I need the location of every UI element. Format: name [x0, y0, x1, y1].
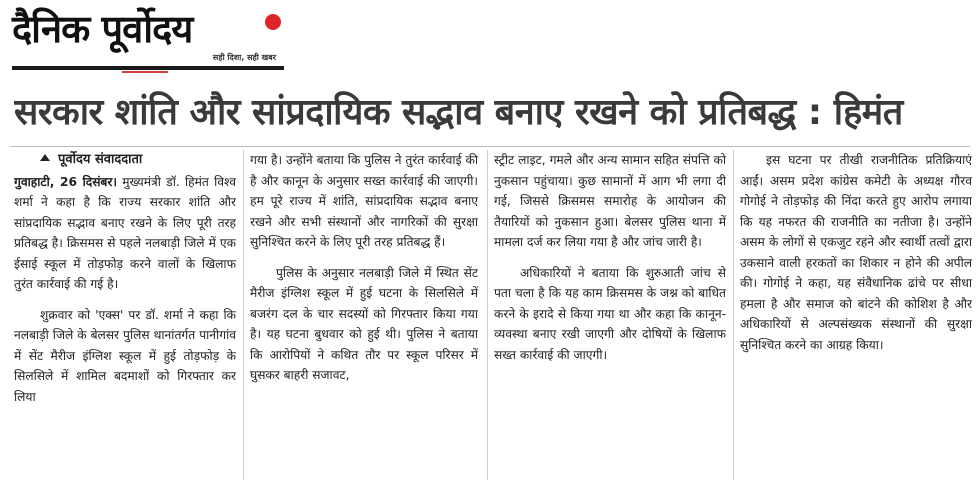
logo-sun-icon — [265, 14, 281, 30]
article-paragraph: गया है। उन्होंने बताया कि पुलिस ने तुरंत कार्रवाई की है और कानून के अनुसार सख्त कार्रवाई की जाएगी। हम पूरे राज्य में शांति, सांप्रदायिक सद्भाव बनाए रखने और सभी संस्थानों और नागरिकों की सुरक्षा सुनिश्चित करने के लिए पूरी तरह प्रतिबद्ध हैं। — [250, 153, 478, 249]
article-paragraph: स्ट्रीट लाइट, गमले और अन्य सामान सहित संपत्ति को नुकसान पहुंचाया। कुछ सामानों में आग भी लगा दी गई, जिससे क्रिसमस समारोह के आयोजन की तैयारियों को नुकसान हुआ। बेलसर पुलिस थाना में मामला दर्ज कर लिया गया है और जांच जारी है। — [494, 153, 726, 249]
newspaper-logo: दैनिक पूर्वोदय — [12, 7, 193, 51]
byline — [40, 150, 236, 171]
byline-text: पूर्वोदय संवाददाता — [58, 152, 143, 167]
column-divider — [487, 150, 488, 480]
masthead-rule — [12, 66, 284, 70]
paragraph-text: मुख्यमंत्री डॉ. हिमंत विश्व शर्मा ने कहा है कि राज्य सरकार शांति और सांप्रदायिक सद्भाव बनाए रखने के लिए पूरी तरह प्रतिबद्ध है। क्रिसमस से पहले नलबाड़ी जिले में एक ईसाई स्कूल में तोड़फोड़ करने वालों के खिलाफ तुरंत कार्रवाई की गई है। — [14, 174, 236, 291]
dateline: गुवाहाटी, 26 दिसंबर। — [14, 174, 117, 189]
masthead-accent-rule — [122, 71, 168, 73]
article-paragraph: शुक्रवार को 'एक्स' पर डॉ. शर्मा ने कहा कि नलबाड़ी जिले के बेलसर पुलिस थानांतर्गत पानीगांव में सेंट मैरीज इंग्लिश स्कूल में हुई तोड़फोड़ के सिलसिले में शामिल बदमाशों को गिरफ्तार कर लिया — [14, 307, 236, 404]
column-divider — [243, 150, 244, 480]
article-paragraph: इस घटना पर तीखी राजनीतिक प्रतिक्रियाएं आईं। असम प्रदेश कांग्रेस कमेटी के अध्यक्ष गौरव गोगोई ने तोड़फोड़ की निंदा करते हुए आरोप लगाया कि यह नफरत की राजनीति का नतीजा है। उन्होंने असम के लोगों से एकजुट रहने और स्वार्थी तत्वों द्वारा उकसाने वाली हरकतों का शिकार न होने की अपील की। गोगोई ने कहा, यह संवैधानिक ढांचे पर सीधा हमला है और समाज को बांटने की कोशिश है और अधिकारियों से अल्पसंख्यक संस्थानों की सुरक्षा सुनिश्चित करने का आग्रह किया। — [740, 153, 972, 352]
article-column-4 — [740, 150, 972, 485]
article-paragraph: पुलिस के अनुसार नलबाड़ी जिले में स्थित सेंट मैरीज इंग्लिश स्कूल में हुई घटना के सिलसिले में बजरंग दल के चार सदस्यों को गिरफ्तार किया गया है। यह घटना बुधवार को हुई थी। पुलिस ने बताया कि आरोपियों ने कथित तौर पर स्कूल परिसर में घुसकर बाहरी सजावट, — [250, 265, 478, 382]
article-column-3 — [494, 150, 726, 485]
article-paragraph — [14, 172, 236, 295]
byline-triangle-icon — [40, 154, 50, 161]
article-column-2 — [250, 150, 478, 485]
article-column-1 — [14, 150, 236, 485]
article-paragraph: अधिकारियों ने बताया कि शुरुआती जांच से पता चला है कि यह काम क्रिसमस के जश्न को बाधित करने के इरादे से किया गया था और कहा कि कानून-व्यवस्था बनाए रखी जाएगी और दोषियों के खिलाफ सख्त कार्रवाई की जाएगी। — [494, 265, 726, 362]
column-divider — [733, 150, 734, 480]
newspaper-tagline: सही दिशा, सही खबर — [212, 53, 276, 62]
masthead — [12, 4, 282, 74]
headline-divider — [10, 146, 970, 147]
article-headline: सरकार शांति और सांप्रदायिक सद्भाव बनाए रखने को प्रतिबद्ध : हिमंत — [14, 92, 903, 133]
